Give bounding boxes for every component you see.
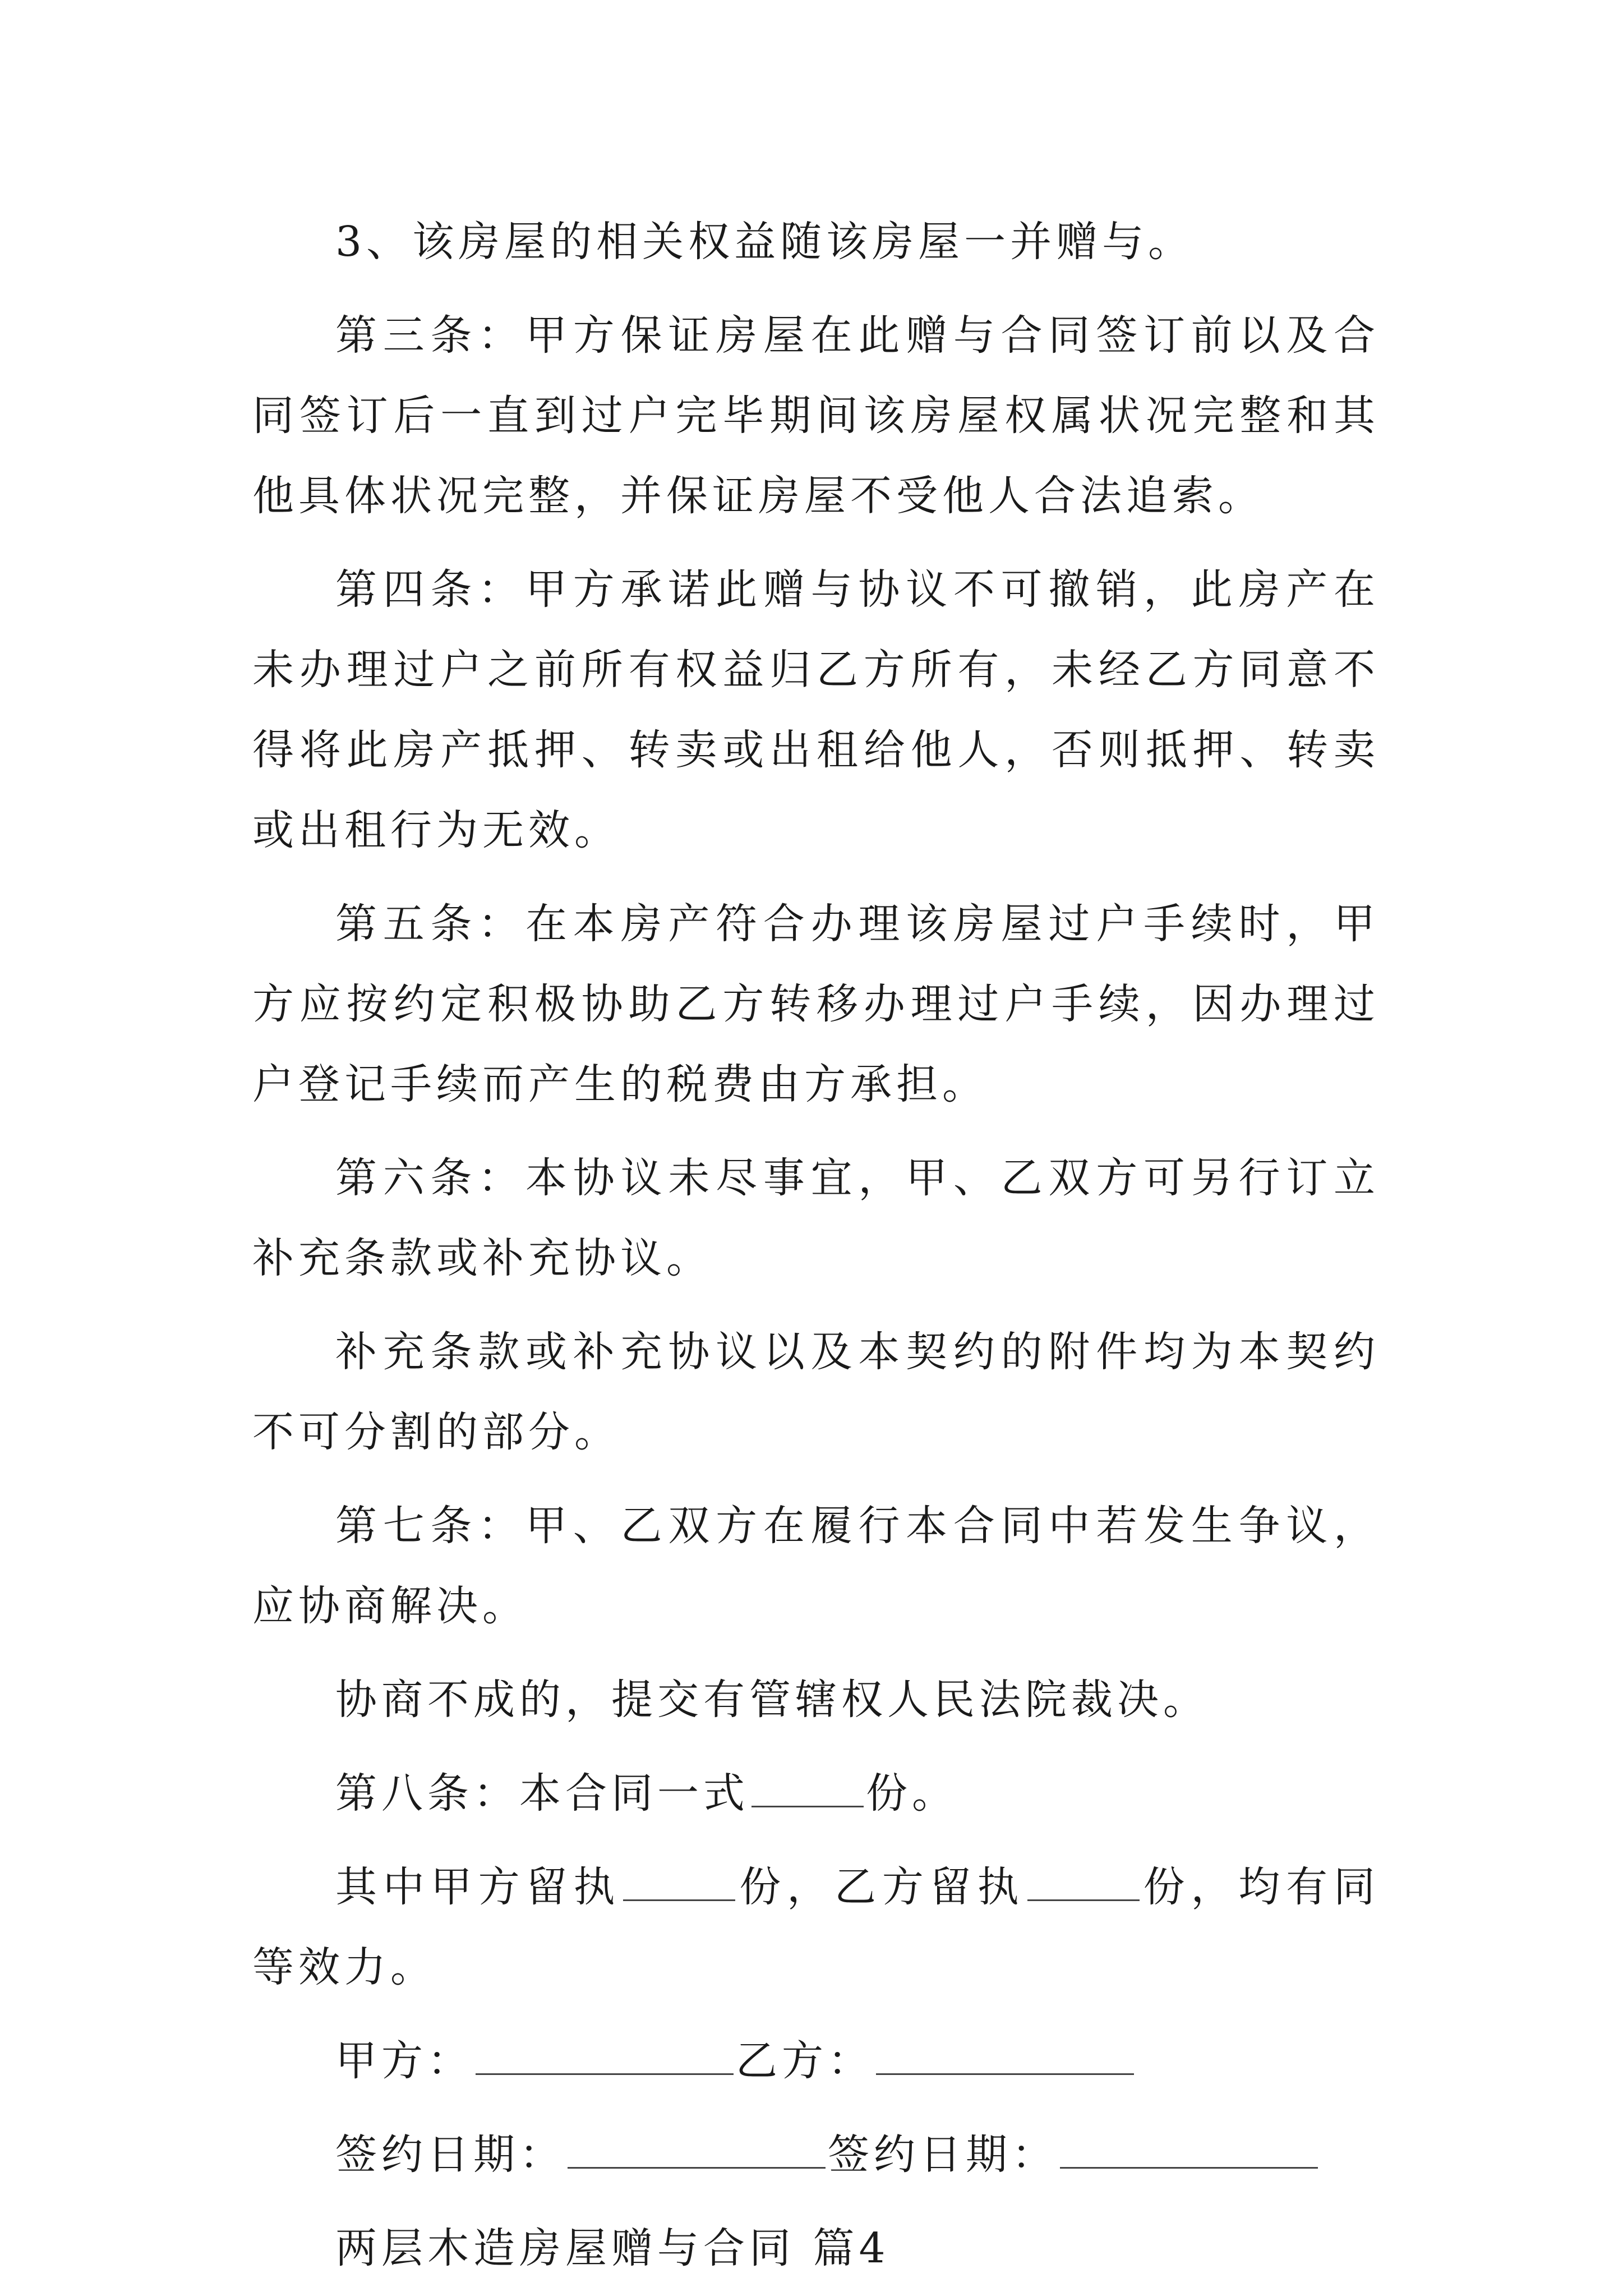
article-8-suffix: 份。 [866, 1769, 958, 1818]
signature-parties-line [252, 2021, 1380, 2101]
paragraph-article-8 [252, 1754, 1380, 1834]
date-label-b: 签约日期： [828, 2131, 1058, 2179]
paragraph-supplement: 补充条款或补充协议以及本契约的附件均为本契约不可分割的部分。 [252, 1328, 1380, 1456]
party-a-label: 甲方： [335, 2037, 473, 2085]
party-a-copies-blank[interactable] [623, 1862, 735, 1901]
held-mid: 份，乙方留执 [737, 1863, 1025, 1911]
date-b-blank[interactable] [1060, 2129, 1318, 2169]
paragraph-article-5: 第五条：在本房产符合办理该房屋过户手续时，甲方应按约定积极协助乙方转移办理过户手续，因办理过户登记手续而产生的税费由方承担。 [252, 900, 1380, 1108]
held-prefix: 其中甲方留执 [335, 1863, 621, 1911]
party-b-copies-blank[interactable] [1027, 1862, 1140, 1901]
held-suffix: 份，均有同等效力。 [252, 1863, 1380, 1991]
copies-total-blank[interactable] [751, 1768, 864, 1807]
party-b-signature-blank[interactable] [876, 2036, 1134, 2075]
article-8-prefix: 第八条：本合同一式 [335, 1769, 749, 1818]
date-label-a: 签约日期： [335, 2131, 565, 2179]
paragraph-article-4: 第四条：甲方承诺此赠与协议不可撤销，此房产在未办理过户之前所有权益归乙方所有，未经乙方同意不得将此房产抵押、转卖或出租给他人，否则抵押、转卖或出租行为无效。 [252, 565, 1380, 854]
contract-body [252, 202, 1380, 2289]
signature-dates-line [252, 2115, 1380, 2195]
paragraph-article-7: 第七条：甲、乙双方在履行本合同中若发生争议，应协商解决。 [252, 1502, 1380, 1630]
paragraph-article-3: 第三条：甲方保证房屋在此赠与合同签订前以及合同签订后一直到过户完毕期间该房屋权属状况完整和其他具体状况完整，并保证房屋不受他人合法追索。 [252, 311, 1380, 520]
next-section-title: 两层木造房屋赠与合同 篇4 [335, 2224, 890, 2272]
date-a-blank[interactable] [568, 2129, 826, 2169]
paragraph-rights-transfer: 3、该房屋的相关权益随该房屋一并赠与。 [335, 218, 1195, 266]
paragraph-arbitration: 协商不成的，提交有管辖权人民法院裁决。 [335, 1676, 1209, 1724]
paragraph-copies-held [252, 1847, 1380, 2008]
party-b-label: 乙方： [736, 2037, 874, 2085]
party-a-signature-blank[interactable] [476, 2036, 734, 2075]
paragraph-article-6: 第六条：本协议未尽事宜，甲、乙双方可另行订立补充条款或补充协议。 [252, 1154, 1380, 1282]
